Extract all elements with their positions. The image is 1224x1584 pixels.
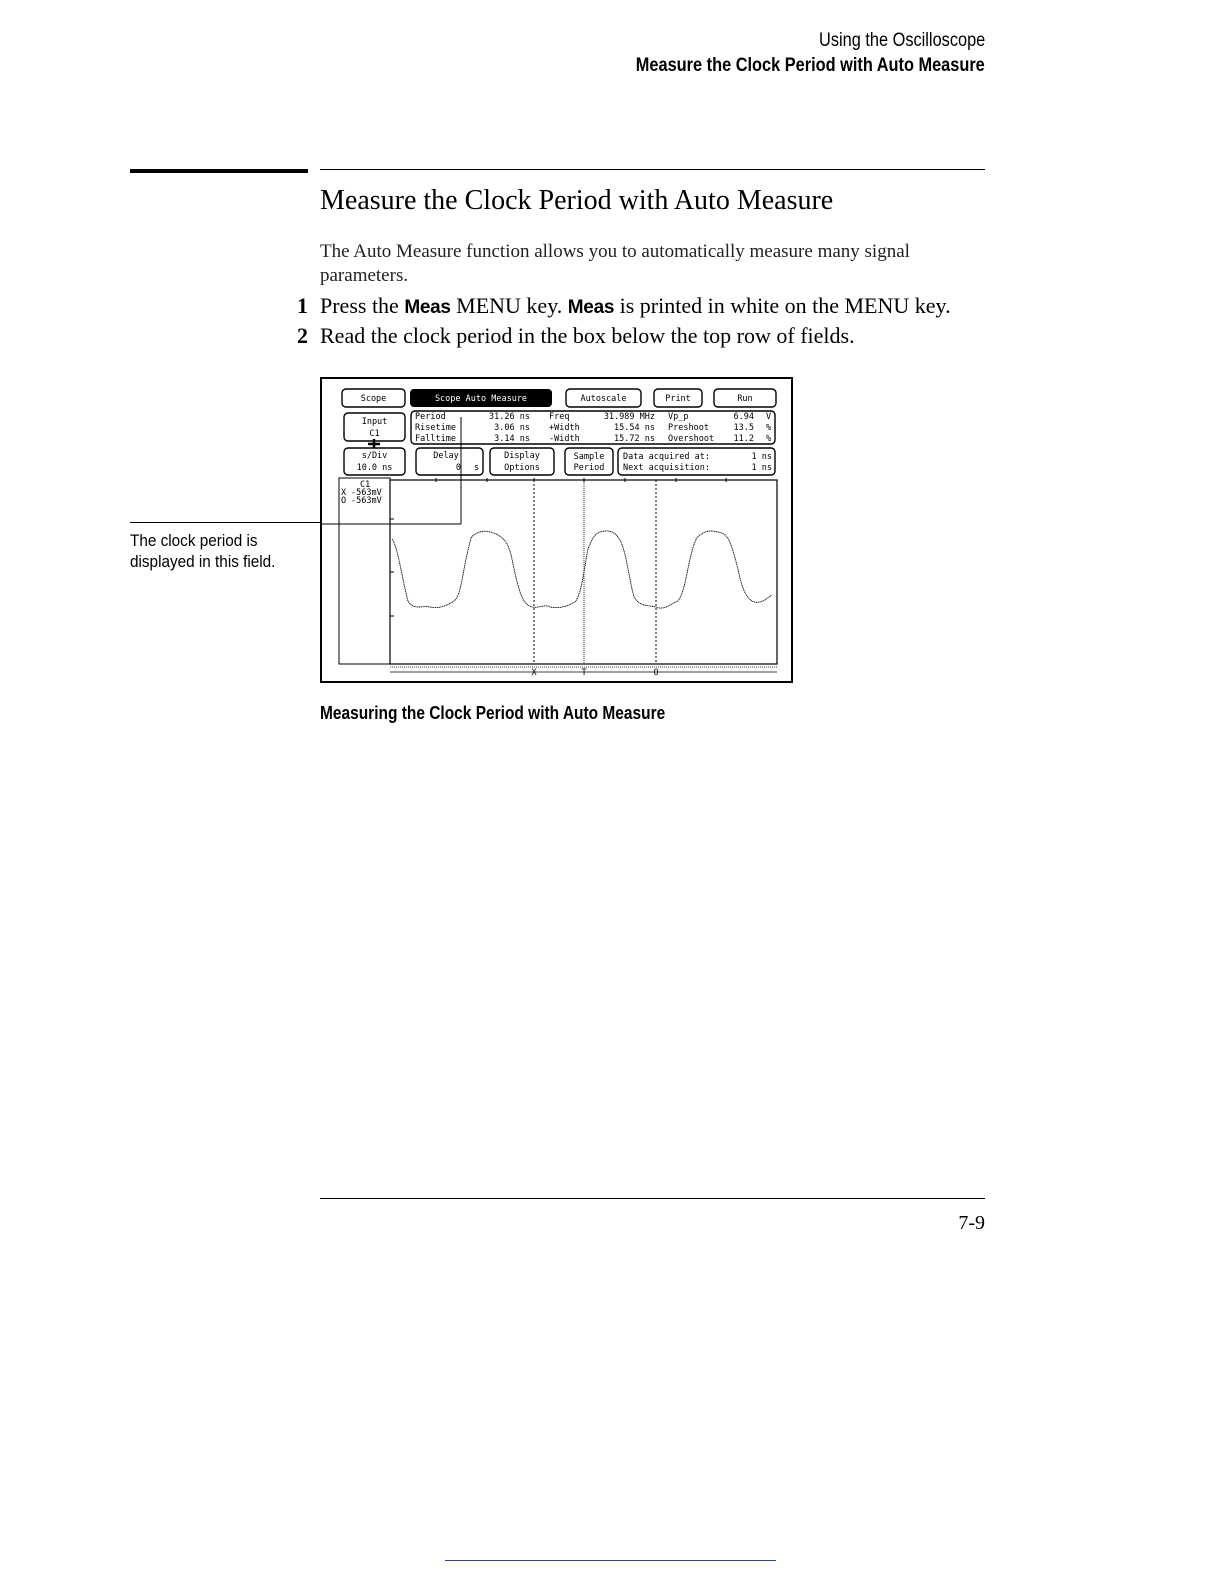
svg-text:Scope Auto Measure: Scope Auto Measure bbox=[434, 394, 528, 404]
running-header-section: Using the Oscilloscope bbox=[818, 30, 985, 51]
callout-line bbox=[130, 522, 320, 523]
svg-text:X: X bbox=[341, 488, 347, 498]
svg-text:10.0 ns: 10.0 ns bbox=[356, 463, 393, 473]
svg-text:15.72 ns: 15.72 ns bbox=[614, 434, 655, 444]
intro-paragraph: The Auto Measure function allows you to automatically measure many signal parameters. bbox=[320, 241, 910, 286]
page-number: 7-9 bbox=[958, 1212, 985, 1234]
svg-text:1 ns: 1 ns bbox=[751, 452, 772, 462]
svg-text:-Width: -Width bbox=[549, 434, 580, 444]
svg-text:1 ns: 1 ns bbox=[751, 463, 772, 473]
oscilloscope-screen bbox=[322, 379, 791, 681]
acquisition-info-box bbox=[618, 448, 775, 475]
svg-text:+Width: +Width bbox=[549, 423, 580, 433]
svg-text:13.5: 13.5 bbox=[733, 423, 754, 433]
scope-button bbox=[342, 389, 405, 407]
step-text: Press the Meas MENU key. Meas is printed in white on the MENU key. bbox=[320, 293, 951, 318]
marker-readout bbox=[341, 480, 382, 506]
autoscale-button bbox=[566, 389, 641, 407]
oscilloscope-screen-figure bbox=[320, 377, 793, 683]
svg-text:Vp_p: Vp_p bbox=[668, 412, 689, 422]
period-value: 31.26 ns bbox=[489, 412, 530, 422]
svg-text:s/Div: s/Div bbox=[361, 451, 388, 461]
figure-caption: Measuring the Clock Period with Auto Measure bbox=[320, 703, 666, 723]
svg-text:0: 0 bbox=[455, 463, 461, 473]
step-number: 1 bbox=[297, 293, 308, 318]
svg-text:11.2: 11.2 bbox=[733, 434, 754, 444]
svg-text:Falltime: Falltime bbox=[415, 434, 456, 444]
svg-text:%: % bbox=[766, 423, 772, 433]
svg-text:3.14 ns: 3.14 ns bbox=[494, 434, 530, 444]
svg-text:Data acquired at:: Data acquired at: bbox=[623, 452, 710, 462]
waveform-trace bbox=[392, 531, 772, 608]
svg-text:Delay: Delay bbox=[433, 451, 459, 461]
svg-text:Display: Display bbox=[504, 451, 540, 461]
svg-text:Period: Period bbox=[573, 463, 605, 473]
svg-text:Scope: Scope bbox=[360, 394, 387, 404]
svg-text:31.989 MHz: 31.989 MHz bbox=[603, 412, 655, 422]
svg-text:15.54 ns: 15.54 ns bbox=[614, 423, 655, 433]
svg-text:C1: C1 bbox=[369, 429, 380, 439]
svg-text:Print: Print bbox=[665, 394, 691, 404]
svg-text:Freq: Freq bbox=[549, 412, 570, 422]
input-field bbox=[344, 413, 405, 441]
svg-text:V: V bbox=[766, 412, 772, 422]
svg-text:s: s bbox=[474, 463, 480, 473]
svg-text:C1: C1 bbox=[360, 480, 371, 490]
scope-auto-measure-tab bbox=[410, 389, 552, 407]
svg-text:Autoscale: Autoscale bbox=[580, 394, 627, 404]
step-text: Read the clock period in the box below the top row of fields. bbox=[320, 323, 855, 348]
section-rule-thin bbox=[320, 169, 985, 170]
footer-rule bbox=[320, 1198, 985, 1199]
trigger-label: T bbox=[581, 668, 587, 678]
svg-text:Sample: Sample bbox=[573, 452, 605, 462]
waveform-display bbox=[390, 478, 777, 678]
svg-text:%: % bbox=[766, 434, 772, 444]
running-header-title: Measure the Clock Period with Auto Measure bbox=[636, 55, 985, 76]
svg-text:Overshoot: Overshoot bbox=[668, 434, 715, 444]
callout-text: The clock period is displayed in this field. bbox=[130, 531, 276, 571]
svg-text:Preshoot: Preshoot bbox=[668, 423, 709, 433]
period-label: Period bbox=[415, 412, 446, 422]
svg-text:6.94: 6.94 bbox=[733, 412, 754, 422]
svg-text:-563mV: -563mV bbox=[351, 488, 382, 498]
meas-key-label: Meas bbox=[404, 297, 451, 318]
step-number: 2 bbox=[297, 323, 308, 348]
delay-field bbox=[416, 448, 483, 475]
svg-text:-563mV: -563mV bbox=[351, 496, 382, 506]
print-button bbox=[654, 389, 702, 407]
svg-text:Next acquisition:: Next acquisition: bbox=[623, 463, 710, 473]
bottom-link-line[interactable] bbox=[445, 1560, 776, 1561]
sample-period-field bbox=[565, 448, 613, 475]
svg-text:Input: Input bbox=[361, 417, 388, 427]
marker-x-label: X bbox=[531, 668, 537, 678]
svg-text:Run: Run bbox=[737, 394, 753, 404]
section-heading: Measure the Clock Period with Auto Measure bbox=[320, 185, 834, 216]
s-div-field bbox=[344, 448, 405, 475]
svg-text:Risetime: Risetime bbox=[415, 423, 456, 433]
svg-text:O: O bbox=[341, 496, 347, 506]
meas-key-label: Meas bbox=[567, 297, 615, 318]
svg-text:Options: Options bbox=[504, 463, 540, 473]
run-button bbox=[714, 389, 776, 407]
display-options-field bbox=[490, 448, 554, 475]
svg-text:3.06 ns: 3.06 ns bbox=[494, 423, 530, 433]
measurement-results-box bbox=[411, 411, 775, 444]
marker-o-label: O bbox=[653, 668, 659, 678]
section-rule-thick bbox=[130, 169, 308, 173]
